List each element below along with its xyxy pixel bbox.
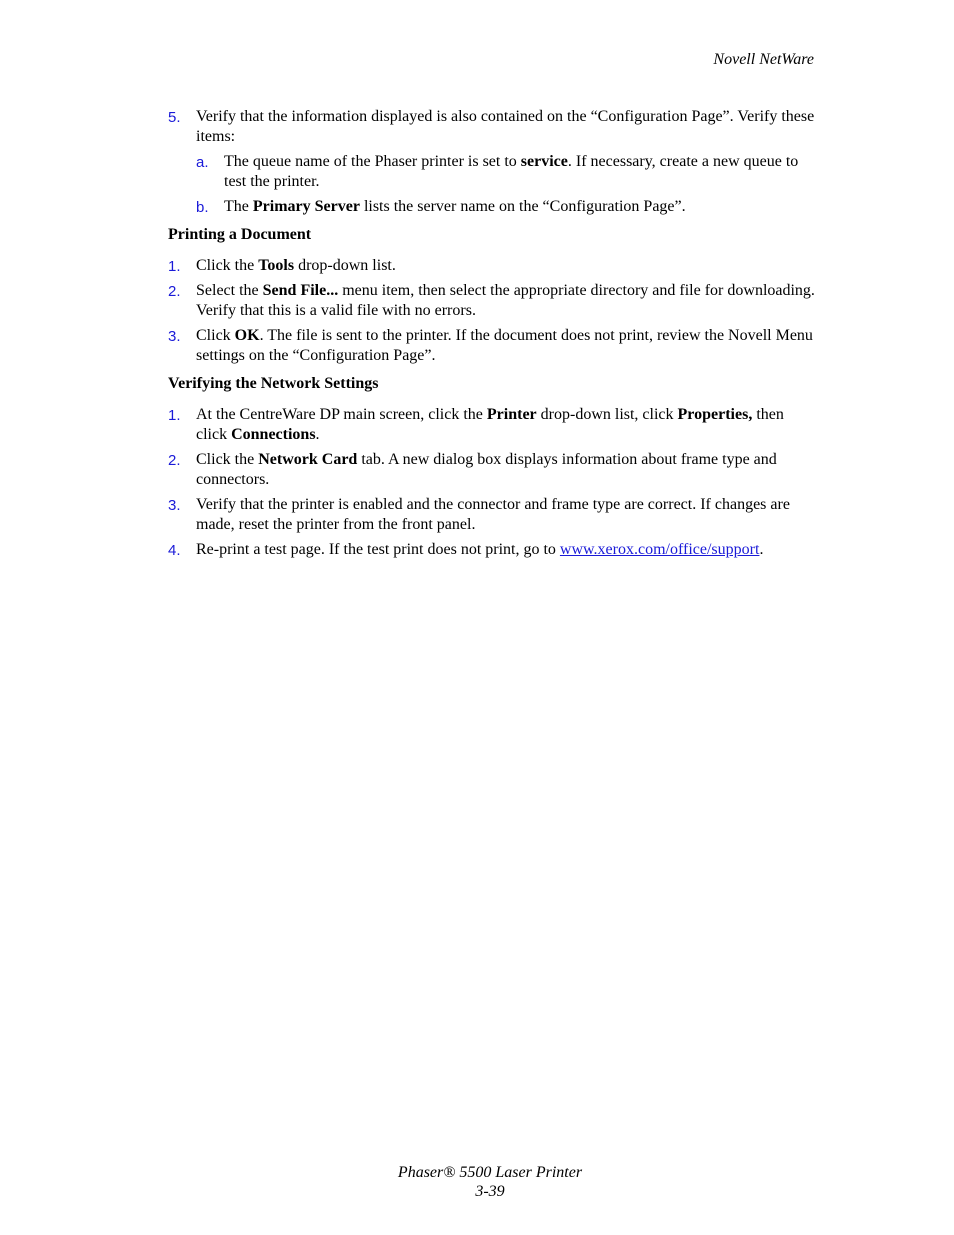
bold-term: Network Card: [258, 451, 358, 468]
step-number: 2.: [168, 283, 181, 300]
substep-a: [196, 152, 818, 192]
substep-text: The: [224, 198, 253, 215]
running-header: Novell NetWare: [713, 51, 814, 68]
bold-term: OK: [234, 327, 260, 344]
step-text: At the CentreWare DP main screen, click the: [196, 406, 487, 423]
step-text: Click the: [196, 451, 259, 468]
footer-page-number: 3-39: [475, 1183, 505, 1200]
section-heading-printing: Printing a Document: [168, 226, 312, 243]
step-5: [168, 107, 818, 217]
verifying-step-2: [168, 450, 818, 490]
substep-letter: b.: [196, 199, 209, 216]
step-number: 5.: [168, 109, 181, 126]
step-text: Verify that the printer is enabled and the connector and frame type are correct. If changes are made, reset the printer from the front panel.: [196, 496, 790, 533]
section-heading-verifying: Verifying the Network Settings: [168, 375, 379, 392]
bold-term: Properties,: [677, 406, 753, 423]
verifying-step-3: [168, 495, 818, 535]
step-number: 3.: [168, 328, 181, 345]
step-text: Re-print a test page. If the test print does not print, go to: [196, 541, 560, 558]
bold-term: Connections: [231, 426, 316, 443]
substep-text: The queue name of the Phaser printer is set to: [224, 153, 521, 170]
bold-term: Tools: [258, 257, 295, 274]
verifying-step-1: [168, 405, 818, 445]
step-text: Click the: [196, 257, 259, 274]
step-number: 2.: [168, 452, 181, 469]
page-content: [168, 107, 818, 565]
verifying-step-4: [168, 540, 818, 560]
printing-step-3: [168, 326, 818, 366]
step-text: menu item, then select the appropriate directory and file for downloading. Verify that this is a valid file with no errors.: [196, 282, 815, 319]
step-text: .: [315, 426, 320, 443]
step-text: Verify that the information displayed is also contained on the “Configuration Page”. Verify these items:: [196, 108, 815, 145]
substep-b: [196, 197, 818, 217]
bold-term: Primary Server: [252, 198, 360, 215]
step-text: then click: [196, 406, 784, 443]
step-text: Click: [196, 327, 235, 344]
page-footer: [0, 1163, 954, 1201]
bold-term: Send File...: [262, 282, 339, 299]
step-text: . The file is sent to the printer. If the document does not print, review the Novell Menu settings on the “Configuration Page”.: [196, 327, 813, 364]
step-text: Select the: [196, 282, 263, 299]
printing-step-2: [168, 281, 818, 321]
bold-term: service: [520, 153, 568, 170]
step-text: tab. A new dialog box displays information about frame type and connectors.: [196, 451, 777, 488]
support-link[interactable]: www.xerox.com/office/support: [559, 541, 760, 558]
step-text: drop-down list.: [294, 257, 396, 274]
bold-term: Printer: [486, 406, 537, 423]
substep-text: lists the server name on the “Configuration Page”.: [359, 198, 686, 215]
step-number: 1.: [168, 258, 181, 275]
substep-letter: a.: [196, 154, 209, 171]
step-number: 4.: [168, 542, 181, 559]
substep-text: . If necessary, create a new queue to test the printer.: [224, 153, 799, 190]
printing-step-1: [168, 256, 818, 276]
footer-product: Phaser® 5500 Laser Printer: [397, 1164, 583, 1181]
step-text: drop-down list, click: [536, 406, 678, 423]
step-number: 1.: [168, 407, 181, 424]
step-text: .: [759, 541, 764, 558]
step-number: 3.: [168, 497, 181, 514]
